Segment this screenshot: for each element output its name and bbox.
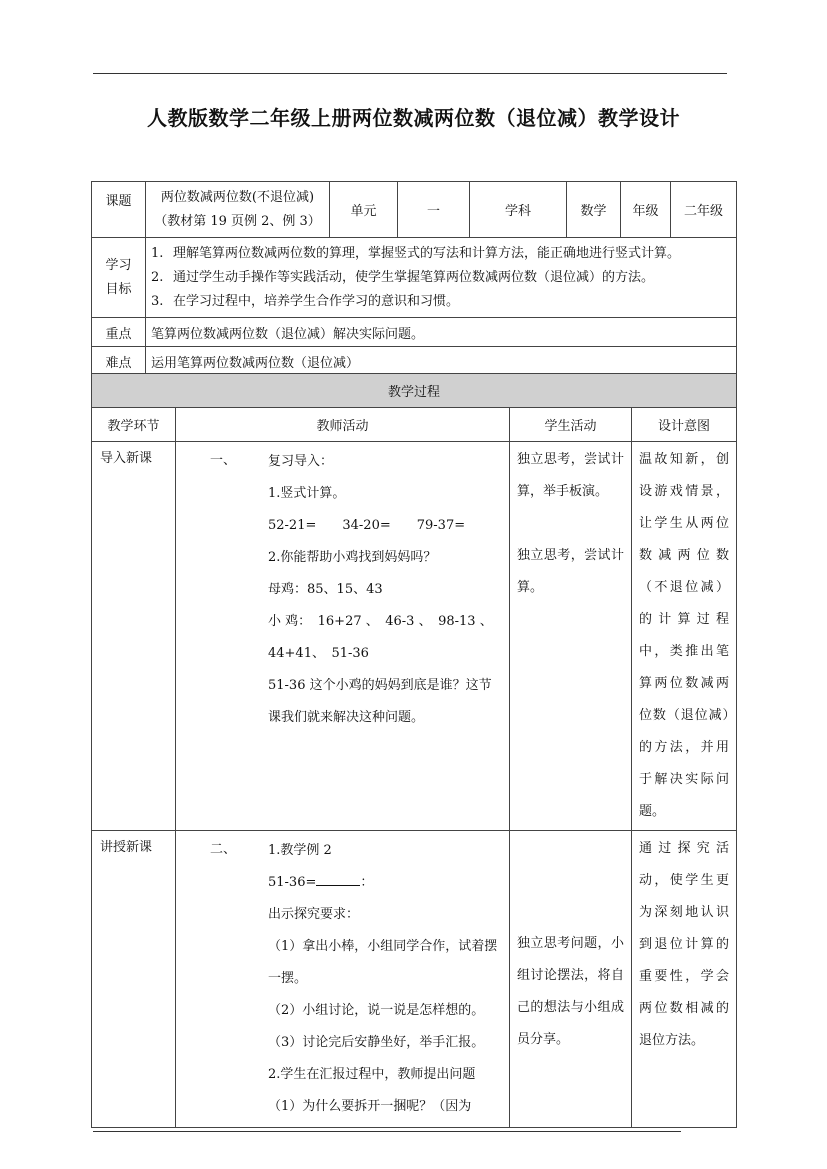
goal-item: 3. 在学习过程中，培养学生合作学习的意识和习惯。 [151, 293, 460, 309]
goal-item: 2. 通过学生动手操作等实践活动，使学生掌握笔算两位数减两位数（退位减）的方法。 [151, 269, 655, 285]
text-line: （1）拿出小棒，小组同学合作，试着摆一摆。 [268, 939, 498, 986]
col-teacher: 教师活动 [176, 408, 510, 442]
section-number: 二、 [210, 842, 237, 857]
text-line: 2.学生在汇报过程中，教师提出问题 [268, 1067, 476, 1082]
goals-label-line1: 学习 [105, 257, 132, 273]
text-line: （2）小组讨论，说一说是怎样想的。 [268, 1003, 485, 1018]
difficulty-value: 运用笔算两位数减两位数（退位减） [146, 347, 737, 376]
text-line: 1.竖式计算。 [268, 486, 346, 501]
text-line: （3）讨论完后安静坐好，举手汇报。 [268, 1035, 485, 1050]
col-student: 学生活动 [510, 408, 632, 442]
footer-rule [93, 1131, 681, 1132]
text-line: 52-21= 34-20= 79-37= [268, 518, 466, 533]
goals-list [146, 238, 737, 318]
goals-label-line2: 目标 [105, 281, 132, 297]
subject-value: 数学 [567, 182, 621, 238]
student-activity-intro [510, 442, 632, 831]
design-intent-intro: 温故知新，创设游戏情景，让学生从两位数减两位数（不退位减）的计算过程中，类推出笔算两位数减两位数（退位减）的方法，并用于解决实际问题。 [632, 442, 737, 831]
text-line: 复习导入： [268, 454, 334, 469]
student-activity-new-lesson: 独立思考问题，小组讨论摆法，将自己的想法与小组成员分享。 [510, 831, 632, 1128]
student-note: 独立思考，尝试计算，举手板演。 [517, 452, 624, 499]
text-line: （1）为什么要拆开一捆呢？（因为 [268, 1099, 472, 1114]
key-value: 笔算两位数减两位数（退位减）解决实际问题。 [146, 318, 737, 347]
grade-label: 年级 [621, 182, 671, 238]
process-header: 教学过程 [92, 374, 737, 408]
header-rule [93, 73, 727, 74]
page-title: 人教版数学二年级上册两位数减两位数（退位减）教学设计 [147, 106, 680, 130]
stage-new-lesson: 讲授新课 [92, 831, 176, 1128]
topic-value [146, 182, 330, 238]
unit-value: 一 [398, 182, 470, 238]
design-intent-new-lesson: 通过探究活动，使学生更为深刻地认识到退位计算的重要性，学会两位数相减的退位方法。 [632, 831, 737, 1128]
blank-line: 51-36= ： [268, 867, 501, 899]
unit-label: 单元 [330, 182, 398, 238]
teacher-activity-new-lesson [176, 831, 510, 1128]
process-table [91, 373, 737, 1128]
col-intent: 设计意图 [632, 408, 737, 442]
stage-intro: 导入新课 [92, 442, 176, 831]
text-line: 1.教学例 2 [268, 843, 332, 858]
col-stage: 教学环节 [92, 408, 176, 442]
teacher-activity-intro [176, 442, 510, 831]
text-line: 44+41、 51-36 [268, 646, 369, 661]
topic-label: 课题 [92, 182, 146, 238]
text-line: 出示探究要求： [268, 907, 360, 922]
grade-value: 二年级 [671, 182, 737, 238]
text-line: 2.你能帮助小鸡找到妈妈吗？ [268, 550, 437, 565]
subject-label: 学科 [470, 182, 567, 238]
student-note: 独立思考，尝试计算。 [517, 548, 624, 595]
info-table [91, 181, 737, 376]
key-label: 重点 [92, 318, 146, 347]
topic-value-line1: 两位数减两位数(不退位减) [160, 189, 315, 205]
goal-item: 1. 理解笔算两位数减两位数的算理，掌握竖式的写法和计算方法，能正确地进行竖式计算。 [151, 245, 681, 261]
text-line: 51-36 这个小鸡的妈妈到底是谁？这节课我们就来解决这种问题。 [268, 678, 492, 725]
text-line: 小 鸡： 16+27 、 46-3 、 98-13 、 [268, 614, 493, 629]
text-line: 母鸡：85、15、43 [268, 582, 383, 597]
goals-label [92, 238, 146, 318]
topic-value-line2: （教材第 19 页例 2、例 3） [154, 213, 321, 229]
section-number: 一、 [210, 453, 237, 468]
difficulty-label: 难点 [92, 347, 146, 376]
answer-blank [316, 871, 360, 886]
